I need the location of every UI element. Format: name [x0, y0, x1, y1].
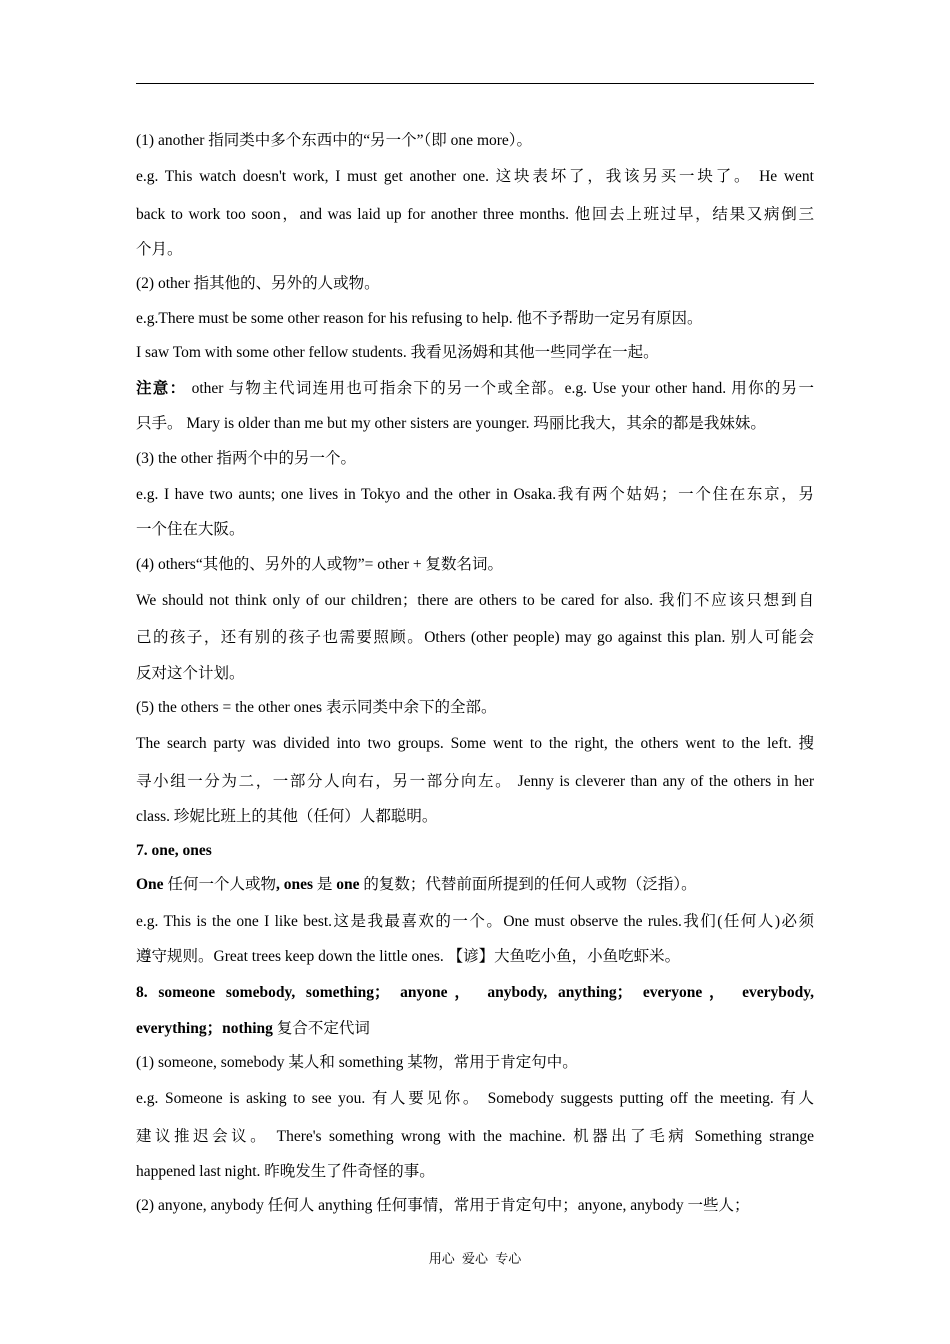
text-line: [136, 1189, 814, 1223]
bold-text: everything；nothing: [136, 1019, 273, 1037]
bold-text: One: [136, 876, 164, 894]
text-run: (1) another 指同类中多个东西中的“另一个”（即 one more）。: [136, 132, 533, 149]
text-line: [136, 476, 814, 514]
text-run: 复合不定代词: [272, 1019, 370, 1037]
page-footer: 用心 爱心 专心: [428, 1251, 522, 1266]
text-line: [136, 940, 814, 974]
text-run: 己的孩子，还有别的孩子也需要照顾。Others (other people) may go against this plan. 别人可能会: [136, 629, 814, 647]
bold-text: 8. someone somebody, something； anyone， anybody, anything； everyone， everybody,: [136, 984, 814, 1002]
text-line: [136, 442, 814, 476]
bold-text: one: [336, 876, 360, 894]
text-run: 反对这个计划。: [136, 664, 245, 682]
text-run: (5) the others = the other ones 表示同类中余下的全部。: [136, 698, 497, 716]
text-line: [136, 725, 814, 763]
text-line: [136, 1012, 814, 1046]
text-line: [136, 1155, 814, 1189]
text-line: [136, 657, 814, 691]
text-line: [136, 834, 814, 868]
text-line: [136, 267, 814, 301]
text-run: back to work too soon，and was laid up for another three months. 他回去上班过早，结果又病倒三: [136, 205, 814, 223]
text-line: [136, 903, 814, 941]
text-run: happened last night. 昨晚发生了件奇怪的事。: [136, 1163, 435, 1181]
text-run: 遵守规则。Great trees keep down the little ones. 【谚】大鱼吃小鱼，小鱼吃虾米。: [136, 948, 681, 966]
text-line: [136, 974, 814, 1012]
text-run: e.g. This watch doesn't work, I must get another one. 这块表坏了，我该另买一块了。 He went: [136, 168, 814, 186]
text-line: [136, 158, 814, 196]
text-line: [136, 196, 814, 234]
text-line: [136, 1118, 814, 1156]
text-run: (3) the other 指两个中的另一个。: [136, 449, 356, 467]
text-line: [136, 302, 814, 336]
text-run: e.g. Someone is asking to see you. 有人要见你。 Somebody suggests putting off the meeting. 有人: [136, 1090, 814, 1108]
text-line: [136, 1080, 814, 1118]
text-line: [136, 763, 814, 801]
text-run: 建议推迟会议。 There's something wrong with the machine. 机器出了毛病 Something strange: [136, 1127, 814, 1145]
document-body: [136, 124, 814, 1224]
text-run: 是: [313, 876, 337, 894]
text-run: class. 珍妮比班上的其他（任何）人都聪明。: [136, 808, 438, 826]
text-line: [136, 691, 814, 725]
text-run: 只手。 Mary is older than me but my other sisters are younger. 玛丽比我大，其余的都是我妹妹。: [136, 415, 766, 433]
text-run: (1) someone, somebody 某人和 something 某物，常用于肯定句中。: [136, 1054, 578, 1071]
text-line: [136, 336, 814, 370]
header-rule: [136, 83, 814, 84]
text-run: (2) anyone, anybody 任何人 anything 任何事情，常用于肯定句中；anyone, anybody 一些人；: [136, 1197, 750, 1215]
text-run: e.g. This is the one I like best.这是我最喜欢的一个。One must observe the rules.我们(任何人)必须: [136, 912, 814, 930]
text-run: 的复数；代替前面所提到的任何人或物（泛指）。: [359, 876, 697, 894]
text-line: [136, 124, 814, 158]
bold-text: 注意：: [136, 379, 187, 397]
text-line: [136, 407, 814, 441]
bold-text: 7. one, ones: [136, 842, 212, 860]
text-run: We should not think only of our children；there are others to be cared for also. 我们不应该只想到自: [136, 591, 814, 609]
text-line: [136, 800, 814, 834]
text-line: [136, 513, 814, 547]
text-run: e.g. I have two aunts; one lives in Tokyo and the other in Osaka.我有两个姑妈；一个住在东京，另: [136, 485, 814, 503]
text-run: 任何一个人或物: [163, 876, 276, 894]
text-line: [136, 582, 814, 620]
text-run: The search party was divided into two groups. Some went to the right, the others went to the left. 搜: [136, 735, 814, 753]
text-run: 个月。: [136, 241, 183, 259]
text-run: I saw Tom with some other fellow students. 我看见汤姆和其他一些同学在一起。: [136, 343, 659, 361]
text-run: 一个住在大阪。: [136, 521, 245, 539]
text-line: [136, 619, 814, 657]
text-run: other 与物主代词连用也可指余下的另一个或全部。e.g. Use your other hand. 用你的另一: [186, 379, 814, 397]
text-run: e.g.There must be some other reason for his refusing to help. 他不予帮助一定另有原因。: [136, 309, 703, 327]
text-line: [136, 233, 814, 267]
text-run: (2) other 指其他的、另外的人或物。: [136, 275, 380, 293]
text-line: [136, 370, 814, 408]
text-line: [136, 548, 814, 582]
text-line: [136, 868, 814, 902]
text-run: (4) others“其他的、另外的人或物”= other + 复数名词。: [136, 555, 504, 573]
bold-text: , ones: [275, 876, 313, 894]
text-line: [136, 1046, 814, 1080]
text-run: 寻小组一分为二，一部分人向右，另一部分向左。 Jenny is cleverer than any of the others in her: [136, 772, 814, 790]
